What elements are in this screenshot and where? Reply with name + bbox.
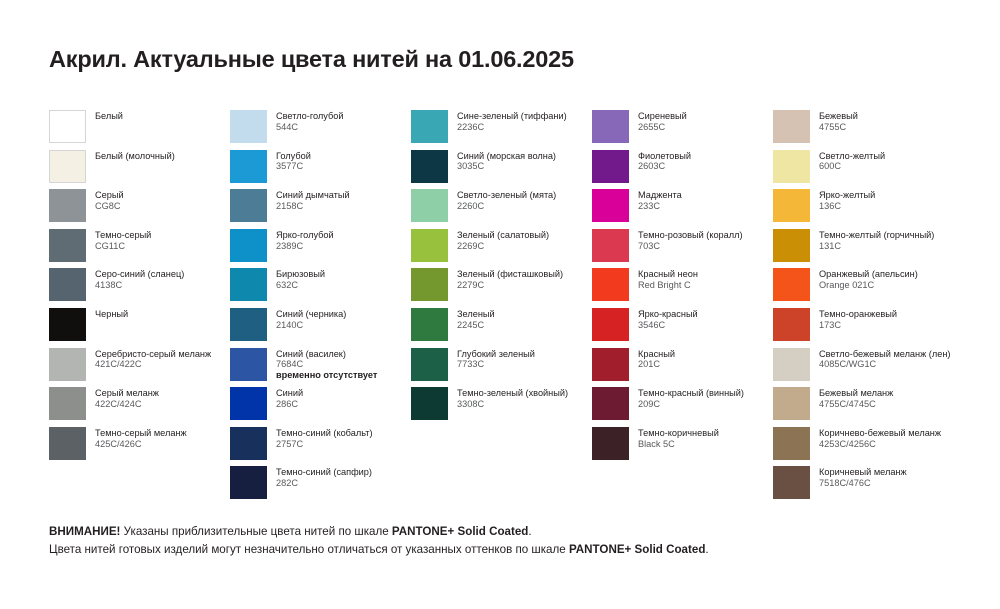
color-code: 3035C: [457, 161, 485, 172]
color-labels: [457, 348, 535, 371]
color-chip: [592, 189, 629, 222]
footer-line-2: [49, 541, 969, 559]
color-labels: [638, 229, 743, 252]
color-chip: [592, 268, 629, 301]
footer-line-1: [49, 523, 969, 541]
color-chip: [49, 427, 86, 460]
color-labels: [276, 268, 325, 291]
color-name: Фиолетовый: [638, 150, 692, 161]
color-name: Светло-желтый: [819, 150, 886, 161]
color-chip: [411, 387, 448, 420]
color-swatch-row[interactable]: [773, 427, 954, 467]
footer-line-2-text: Цвета нитей готовых изделий могут незначительно отличаться от указанных оттенков по шкале: [49, 542, 569, 556]
color-labels: [819, 348, 950, 371]
color-labels: [457, 387, 568, 410]
pantone-label-2: PANTONE+ Solid Coated: [568, 542, 706, 556]
color-chip: [230, 466, 267, 499]
color-code: 131C: [819, 240, 841, 251]
color-chip: [411, 308, 448, 341]
color-name: Бежевый: [819, 111, 858, 121]
color-code: 4138C: [95, 280, 123, 291]
color-code: 422C/424C: [95, 399, 142, 410]
color-chip: [230, 348, 267, 381]
color-swatch-row[interactable]: [230, 466, 411, 506]
color-chip: [773, 387, 810, 420]
color-swatch-row[interactable]: [773, 387, 954, 427]
page-title: Акрил. Актуальные цвета нитей на 01.06.2025: [49, 46, 574, 72]
color-swatch-row[interactable]: [49, 427, 230, 467]
color-chip: [230, 387, 267, 420]
color-swatch-row[interactable]: [411, 387, 592, 427]
color-swatch-row[interactable]: [230, 189, 411, 229]
color-code: 4085C/WG1C: [819, 359, 877, 370]
color-swatch-row[interactable]: [592, 268, 773, 308]
color-swatch-row[interactable]: [773, 150, 954, 190]
color-swatch-row[interactable]: [411, 150, 592, 190]
color-chip: [773, 427, 810, 460]
color-swatch-row[interactable]: [592, 387, 773, 427]
color-chip: [773, 348, 810, 381]
color-code: Orange 021C: [819, 280, 875, 291]
color-labels: [276, 348, 377, 382]
color-swatch-row[interactable]: [49, 189, 230, 229]
color-chip: [230, 308, 267, 341]
color-chip: [49, 110, 86, 143]
color-chip: [773, 268, 810, 301]
color-swatch-row[interactable]: [49, 348, 230, 388]
color-labels: [95, 229, 151, 252]
color-chip: [592, 348, 629, 381]
color-chip: [230, 427, 267, 460]
color-code: Black 5C: [638, 438, 675, 449]
color-code: 425C/426C: [95, 438, 142, 449]
color-name: Зеленый: [457, 308, 495, 319]
color-labels: [819, 229, 934, 252]
color-code: 209C: [638, 399, 660, 410]
color-labels: [819, 110, 858, 133]
color-code: 286C: [276, 399, 298, 410]
color-chip: [592, 427, 629, 460]
color-name: Бежевый меланж: [819, 388, 894, 399]
color-name: Белый (молочный): [95, 150, 175, 161]
color-name: Маджента: [638, 190, 682, 201]
color-name: Ярко-желтый: [819, 190, 876, 201]
color-labels: [276, 466, 372, 489]
color-name: Серый: [95, 190, 124, 201]
color-swatch-row[interactable]: [49, 229, 230, 269]
color-swatch-row[interactable]: [592, 348, 773, 388]
color-labels: [457, 189, 556, 212]
color-labels: [95, 110, 123, 122]
color-chip: [49, 150, 86, 183]
color-code: 282C: [276, 478, 298, 489]
color-code: Red Bright C: [638, 280, 691, 291]
color-labels: [638, 427, 719, 450]
footer-notes: [49, 523, 969, 559]
color-labels: [638, 268, 698, 291]
color-labels: [638, 308, 698, 331]
color-swatch-row[interactable]: [592, 229, 773, 269]
color-labels: [95, 189, 124, 212]
color-code: 2245C: [457, 319, 485, 330]
color-chip: [230, 268, 267, 301]
color-name: Синий (василек): [276, 348, 346, 359]
swatch-column: [411, 110, 592, 506]
color-chip: [773, 466, 810, 499]
color-name: Синий дымчатый: [276, 190, 350, 201]
color-labels: [95, 348, 211, 371]
color-name: Темно-розовый (коралл): [638, 229, 743, 240]
color-swatch-row[interactable]: [773, 466, 954, 506]
color-code: CG8C: [95, 201, 121, 212]
color-code: 3546C: [638, 319, 666, 330]
color-chip: [592, 229, 629, 262]
color-name: Темно-оранжевый: [819, 308, 898, 319]
color-name: Синий (морская волна): [457, 150, 556, 161]
color-name: Коричневый меланж: [819, 467, 907, 478]
color-name: Красный: [638, 348, 675, 359]
color-chip: [411, 189, 448, 222]
color-name: Светло-голубой: [276, 111, 344, 121]
color-labels: [276, 110, 343, 133]
color-swatch-row[interactable]: [49, 268, 230, 308]
color-name: Черный: [95, 308, 129, 319]
color-swatch-row[interactable]: [230, 110, 411, 150]
color-labels: [95, 387, 159, 410]
color-name: Ярко-красный: [638, 308, 698, 319]
color-name: Темно-красный (винный): [638, 388, 744, 399]
color-chip: [592, 110, 629, 143]
color-swatch-row[interactable]: [49, 150, 230, 190]
color-labels: [276, 150, 311, 173]
color-swatch-row[interactable]: [592, 427, 773, 467]
color-chip: [773, 150, 810, 183]
color-swatch-row[interactable]: [49, 387, 230, 427]
color-code: 4755C: [819, 121, 847, 132]
color-code: 632C: [276, 280, 298, 291]
swatch-column: [230, 110, 411, 506]
footer-line-2-suffix: .: [705, 542, 709, 556]
color-swatch-row[interactable]: [592, 189, 773, 229]
color-labels: [95, 268, 184, 291]
color-swatch-row[interactable]: [773, 268, 954, 308]
color-labels: [276, 387, 303, 410]
color-name: Красный неон: [638, 269, 698, 280]
color-name: Зеленый (фисташковый): [457, 269, 564, 280]
color-swatch-row[interactable]: [411, 308, 592, 348]
color-chip: [773, 189, 810, 222]
color-swatch-row[interactable]: [773, 229, 954, 269]
color-labels: [638, 189, 682, 212]
color-swatch-row[interactable]: [411, 348, 592, 388]
color-code: 2260C: [457, 201, 485, 212]
color-chip: [411, 110, 448, 143]
color-code: 4755C/4745C: [819, 399, 876, 410]
color-name: Коричнево-бежевый меланж: [819, 427, 942, 438]
color-swatch-row[interactable]: [411, 268, 592, 308]
color-name: Серый меланж: [95, 388, 159, 399]
color-swatch-row[interactable]: [411, 110, 592, 150]
color-labels: [276, 229, 334, 252]
color-swatch-row[interactable]: [49, 110, 230, 150]
color-code: 421C/422C: [95, 359, 142, 370]
color-chip: [49, 387, 86, 420]
color-swatch-row[interactable]: [230, 308, 411, 348]
color-labels: [819, 268, 918, 291]
color-chip: [230, 229, 267, 262]
color-code: 7684C: [276, 359, 304, 370]
color-chip: [411, 348, 448, 381]
color-labels: [819, 150, 885, 173]
color-chip: [49, 189, 86, 222]
color-chip: [230, 189, 267, 222]
color-code: 7518C/476C: [819, 478, 871, 489]
color-labels: [638, 348, 675, 371]
color-code: 2389C: [276, 240, 304, 251]
color-name: Темно-желтый (горчичный): [819, 229, 935, 240]
color-labels: [95, 150, 175, 162]
color-name: Светло-зеленый (мята): [457, 190, 557, 201]
color-name: Ярко-голубой: [276, 229, 334, 240]
color-name: Темно-синий (сапфир): [276, 467, 372, 478]
color-name: Зеленый (салатовый): [457, 229, 550, 240]
color-name: Бирюзовый: [276, 269, 325, 280]
color-swatch-row[interactable]: [592, 308, 773, 348]
color-name: Темно-коричневый: [638, 427, 719, 438]
swatch-column: [592, 110, 773, 506]
color-chip: [411, 229, 448, 262]
color-labels: [95, 427, 187, 450]
color-swatch-row[interactable]: [592, 150, 773, 190]
color-code: 3577C: [276, 161, 304, 172]
color-name: Синий: [276, 388, 304, 399]
color-chip: [49, 229, 86, 262]
swatch-columns: [49, 110, 955, 506]
color-labels: [457, 229, 549, 252]
color-code: 136C: [819, 201, 841, 212]
color-chip: [773, 308, 810, 341]
color-chip: [49, 308, 86, 341]
color-swatch-row[interactable]: [230, 387, 411, 427]
swatch-column: [773, 110, 954, 506]
color-labels: [819, 387, 893, 410]
color-name: Синий (черника): [276, 308, 347, 319]
color-labels: [457, 268, 563, 291]
color-code: 233C: [638, 201, 660, 212]
color-swatch-row[interactable]: [773, 308, 954, 348]
color-chip: [592, 150, 629, 183]
color-chip: [592, 308, 629, 341]
color-swatch-row[interactable]: [230, 150, 411, 190]
color-chip: [773, 110, 810, 143]
color-code: 2603C: [638, 161, 666, 172]
color-code: 3308C: [457, 399, 485, 410]
swatch-column: [49, 110, 230, 506]
color-labels: [276, 189, 350, 212]
footer-line-1-suffix: .: [528, 525, 532, 538]
color-name: Светло-бежевый меланж (лен): [819, 348, 951, 359]
color-code: 7733C: [457, 359, 485, 370]
color-name: Серо-синий (сланец): [95, 269, 185, 280]
color-name: Сиреневый: [638, 111, 687, 121]
color-chip: [49, 268, 86, 301]
color-name: Глубокий зеленый: [457, 348, 535, 359]
color-code: 2269C: [457, 240, 485, 251]
color-labels: [819, 427, 941, 450]
footer-line-1-middle: Указаны приблизительные цвета нитей по шкале: [120, 525, 392, 538]
color-swatch-row[interactable]: [773, 189, 954, 229]
color-labels: [819, 308, 897, 331]
color-labels: [819, 189, 875, 212]
color-name: Белый: [95, 111, 123, 121]
color-chip: [411, 268, 448, 301]
color-code: 2757C: [276, 438, 304, 449]
color-labels: [638, 387, 744, 410]
color-labels: [95, 308, 128, 320]
color-labels: [276, 308, 346, 331]
color-labels: [276, 427, 373, 450]
color-labels: [457, 110, 567, 133]
color-code: 600C: [819, 161, 841, 172]
color-swatch-row[interactable]: [230, 427, 411, 467]
color-name: Голубой: [276, 150, 311, 161]
color-chip: [230, 110, 267, 143]
color-chip: [592, 387, 629, 420]
color-labels: [457, 150, 556, 173]
color-swatch-row[interactable]: [230, 268, 411, 308]
color-swatch-row[interactable]: [230, 229, 411, 269]
color-name: Темно-серый: [95, 229, 152, 240]
color-code: 703C: [638, 240, 660, 251]
color-labels: [638, 150, 691, 173]
color-code: 2279C: [457, 280, 485, 291]
color-code: 2236C: [457, 121, 485, 132]
attention-label: ВНИМАНИЕ!: [49, 525, 121, 538]
color-labels: [457, 308, 495, 331]
color-code: 2140C: [276, 319, 304, 330]
color-labels: [638, 110, 687, 133]
color-code: 201C: [638, 359, 660, 370]
color-name: Темно-синий (кобальт): [276, 427, 373, 438]
color-availability-note: временно отсутствует: [276, 370, 378, 381]
color-chip: [773, 229, 810, 262]
color-name: Оранжевый (апельсин): [819, 269, 918, 280]
color-swatch-row[interactable]: [411, 229, 592, 269]
color-swatch-row[interactable]: [49, 308, 230, 348]
color-swatch-row[interactable]: [592, 110, 773, 150]
color-code: 2655C: [638, 121, 666, 132]
color-name: Серебристо-серый меланж: [95, 348, 212, 359]
color-chip: [49, 348, 86, 381]
color-labels: [819, 466, 907, 489]
color-name: Сине-зеленый (тиффани): [457, 111, 567, 121]
color-code: 2158C: [276, 201, 304, 212]
pantone-label-1: PANTONE+ Solid Coated: [391, 525, 529, 538]
color-swatch-row[interactable]: [230, 348, 411, 388]
color-chip: [411, 150, 448, 183]
color-code: 4253C/4256C: [819, 438, 876, 449]
color-code: CG11C: [95, 240, 125, 251]
color-swatch-row[interactable]: [411, 189, 592, 229]
color-code: 544C: [276, 121, 298, 132]
color-swatch-row[interactable]: [773, 348, 954, 388]
color-swatch-row[interactable]: [773, 110, 954, 150]
color-name: Темно-зеленый (хвойный): [457, 388, 569, 399]
color-code: 173C: [819, 319, 841, 330]
color-chip: [230, 150, 267, 183]
color-name: Темно-серый меланж: [95, 427, 187, 438]
